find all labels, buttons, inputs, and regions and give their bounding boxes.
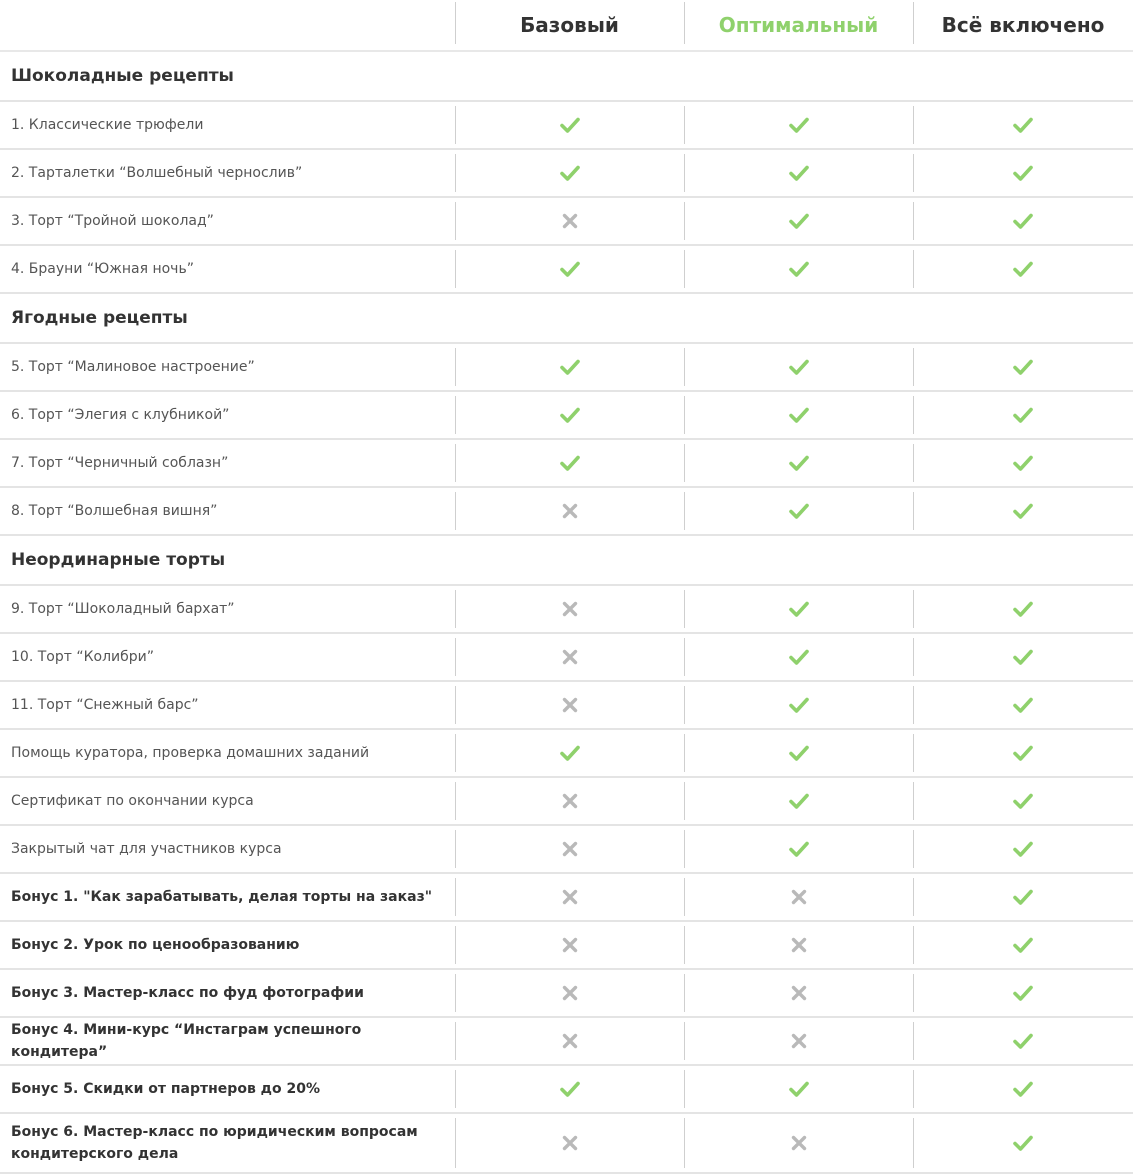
plan-basic-cell (455, 634, 684, 680)
plan-all-inclusive-cell (913, 682, 1133, 728)
check-icon (1013, 117, 1033, 133)
table-row (0, 778, 1133, 826)
feature-label: Бонус 3. Мастер-класс по фуд фотографии (11, 985, 364, 1001)
table-row (0, 922, 1133, 970)
plan-basic-cell (455, 198, 684, 244)
cross-icon (562, 889, 578, 905)
plan-basic-cell (455, 102, 684, 148)
feature-label: 3. Торт “Тройной шоколад” (11, 213, 214, 229)
check-icon (1013, 745, 1033, 761)
plan-optimal-cell (684, 1018, 913, 1064)
plan-basic-cell (455, 1114, 684, 1172)
check-icon (1013, 165, 1033, 181)
cross-icon (562, 985, 578, 1001)
plan-all-inclusive-cell (913, 1018, 1133, 1064)
check-icon (789, 697, 809, 713)
table-row (0, 488, 1133, 536)
table-row (0, 682, 1133, 730)
section-header-row (0, 52, 1133, 102)
feature-label: 9. Торт “Шоколадный бархат” (11, 601, 235, 617)
plan-all-inclusive-cell (913, 344, 1133, 390)
feature-label: 10. Торт “Колибри” (11, 649, 155, 665)
plan-basic-cell (455, 440, 684, 486)
check-icon (789, 165, 809, 181)
table-row (0, 150, 1133, 198)
plan-all-inclusive-cell (913, 488, 1133, 534)
check-icon (560, 117, 580, 133)
plan-optimal-cell (684, 730, 913, 776)
check-icon (789, 841, 809, 857)
check-icon (560, 1081, 580, 1097)
check-icon (789, 213, 809, 229)
plan-all-inclusive-cell (913, 970, 1133, 1016)
plan-all-inclusive-cell (913, 440, 1133, 486)
cross-icon (791, 937, 807, 953)
plan-basic-cell (455, 826, 684, 872)
section-title: Шоколадные рецепты (11, 66, 234, 86)
feature-label: Закрытый чат для участников курса (11, 841, 282, 857)
cross-icon (791, 985, 807, 1001)
check-icon (1013, 213, 1033, 229)
check-icon (1013, 359, 1033, 375)
plan-all-inclusive-cell (913, 198, 1133, 244)
table-row (0, 1114, 1133, 1174)
plan-all-inclusive-cell (913, 246, 1133, 292)
plan-optimal-cell (684, 440, 913, 486)
plan-optimal-cell (684, 150, 913, 196)
check-icon (1013, 1033, 1033, 1049)
cross-icon (791, 1135, 807, 1151)
feature-label: Бонус 6. Мастер-класс по юридическим вопросам кондитерского дела (11, 1124, 418, 1162)
plan-basic-cell (455, 246, 684, 292)
plan-optimal-cell (684, 826, 913, 872)
plan-optimal-header: Оптимальный (684, 0, 913, 50)
check-icon (1013, 455, 1033, 471)
check-icon (560, 407, 580, 423)
cross-icon (562, 601, 578, 617)
check-icon (789, 455, 809, 471)
feature-label: 5. Торт “Малиновое настроение” (11, 359, 255, 375)
plan-all-inclusive-cell (913, 1066, 1133, 1112)
check-icon (1013, 601, 1033, 617)
feature-label: 2. Тарталетки “Волшебный чернослив” (11, 165, 303, 181)
cross-icon (562, 841, 578, 857)
plan-optimal-cell (684, 1114, 913, 1172)
table-row (0, 102, 1133, 150)
check-icon (1013, 841, 1033, 857)
cross-icon (562, 697, 578, 713)
table-row (0, 1066, 1133, 1114)
check-icon (1013, 1081, 1033, 1097)
plan-basic-cell (455, 1018, 684, 1064)
cross-icon (562, 1135, 578, 1151)
table-row (0, 246, 1133, 294)
table-header (0, 0, 1133, 52)
plan-basic-cell (455, 922, 684, 968)
plan-basic-cell (455, 1066, 684, 1112)
table-row (0, 198, 1133, 246)
plan-basic-cell (455, 778, 684, 824)
feature-label: Помощь куратора, проверка домашних заданий (11, 745, 370, 761)
feature-label: Бонус 2. Урок по ценообразованию (11, 937, 300, 953)
section-header-row (0, 536, 1133, 586)
section-title: Ягодные рецепты (11, 308, 188, 328)
table-row (0, 634, 1133, 682)
plan-all-inclusive-cell (913, 392, 1133, 438)
plan-all-inclusive-cell (913, 102, 1133, 148)
cross-icon (562, 213, 578, 229)
feature-label: Бонус 4. Мини-курс “Инстаграм успешного кондитера” (11, 1022, 362, 1060)
plan-basic-cell (455, 488, 684, 534)
plan-all-inclusive-cell (913, 586, 1133, 632)
check-icon (789, 117, 809, 133)
plan-basic-cell (455, 150, 684, 196)
plan-all-inclusive-cell (913, 730, 1133, 776)
feature-label: Бонус 1. "Как зарабатывать, делая торты на заказ" (11, 889, 432, 905)
table-row (0, 586, 1133, 634)
check-icon (789, 649, 809, 665)
plan-basic-cell (455, 392, 684, 438)
check-icon (789, 407, 809, 423)
table-row (0, 874, 1133, 922)
table-row (0, 392, 1133, 440)
table-row (0, 440, 1133, 488)
plan-basic-cell (455, 730, 684, 776)
check-icon (560, 165, 580, 181)
check-icon (789, 1081, 809, 1097)
plan-optimal-cell (684, 586, 913, 632)
cross-icon (562, 649, 578, 665)
check-icon (789, 601, 809, 617)
feature-label: Бонус 5. Скидки от партнеров до 20% (11, 1081, 320, 1097)
plan-all-inclusive-cell (913, 1114, 1133, 1172)
cross-icon (562, 937, 578, 953)
check-icon (1013, 889, 1033, 905)
plan-basic-cell (455, 874, 684, 920)
check-icon (1013, 407, 1033, 423)
plan-optimal-cell (684, 392, 913, 438)
table-row (0, 826, 1133, 874)
plan-all-inclusive-cell (913, 634, 1133, 680)
check-icon (789, 793, 809, 809)
check-icon (1013, 503, 1033, 519)
section-header-row (0, 294, 1133, 344)
plan-optimal-cell (684, 634, 913, 680)
feature-label: 7. Торт “Черничный соблазн” (11, 455, 229, 471)
cross-icon (562, 793, 578, 809)
cross-icon (791, 1033, 807, 1049)
plan-optimal-cell (684, 344, 913, 390)
plan-optimal-cell (684, 970, 913, 1016)
plan-optimal-cell (684, 1066, 913, 1112)
plan-optimal-cell (684, 102, 913, 148)
feature-label: Сертификат по окончании курса (11, 793, 254, 809)
plan-all-inclusive-header: Всё включено (913, 0, 1133, 50)
check-icon (560, 359, 580, 375)
check-icon (789, 745, 809, 761)
check-icon (1013, 697, 1033, 713)
check-icon (789, 503, 809, 519)
cross-icon (791, 889, 807, 905)
plan-all-inclusive-cell (913, 826, 1133, 872)
table-row (0, 970, 1133, 1018)
plan-basic-cell (455, 586, 684, 632)
plan-all-inclusive-cell (913, 778, 1133, 824)
check-icon (1013, 649, 1033, 665)
table-row (0, 1018, 1133, 1066)
check-icon (789, 261, 809, 277)
plan-optimal-cell (684, 246, 913, 292)
plan-basic-cell (455, 344, 684, 390)
check-icon (1013, 985, 1033, 1001)
check-icon (560, 455, 580, 471)
feature-label: 6. Торт “Элегия с клубникой” (11, 407, 230, 423)
feature-label: 8. Торт “Волшебная вишня” (11, 503, 218, 519)
table-body (0, 52, 1133, 1174)
check-icon (560, 261, 580, 277)
plan-all-inclusive-cell (913, 150, 1133, 196)
plan-optimal-cell (684, 874, 913, 920)
check-icon (1013, 937, 1033, 953)
plan-all-inclusive-cell (913, 874, 1133, 920)
feature-label: 4. Брауни “Южная ночь” (11, 261, 194, 277)
plan-optimal-cell (684, 198, 913, 244)
check-icon (1013, 1135, 1033, 1151)
feature-label: 11. Торт “Снежный барс” (11, 697, 199, 713)
check-icon (1013, 261, 1033, 277)
section-title: Неординарные торты (11, 550, 226, 570)
plan-optimal-cell (684, 682, 913, 728)
plan-basic-cell (455, 682, 684, 728)
check-icon (560, 745, 580, 761)
plan-basic-header: Базовый (455, 0, 684, 50)
table-row (0, 730, 1133, 778)
check-icon (789, 359, 809, 375)
check-icon (1013, 793, 1033, 809)
plan-optimal-cell (684, 778, 913, 824)
feature-label: 1. Классические трюфели (11, 117, 204, 133)
plan-optimal-cell (684, 922, 913, 968)
table-row (0, 344, 1133, 392)
cross-icon (562, 503, 578, 519)
plan-optimal-cell (684, 488, 913, 534)
cross-icon (562, 1033, 578, 1049)
plan-all-inclusive-cell (913, 922, 1133, 968)
plan-basic-cell (455, 970, 684, 1016)
